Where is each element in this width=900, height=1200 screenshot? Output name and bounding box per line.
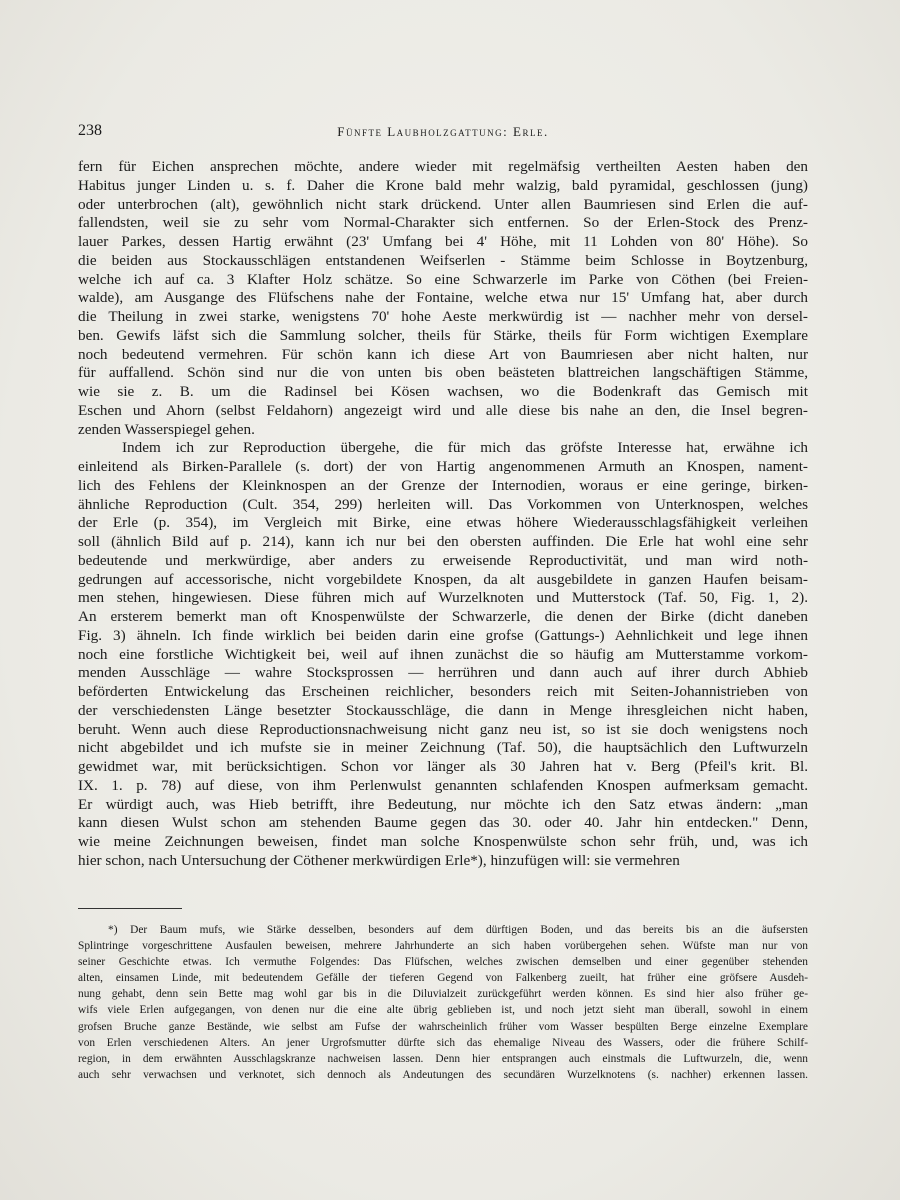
footnote-line: auch sehr verwachsen und verknotet, sich dennoch als Andeutungen des secundären Wurzelknotens (s. nachher) erkennen lassen.	[78, 1068, 808, 1081]
text-line: fallendsten, weil sie zu sehr vom Normal-Charakter sich entfernen. So der Erlen-Stock des Prenz-	[78, 214, 808, 232]
text-line: der Erle (p. 354), im Vergleich mit Birke, eine etwas höhere Wiederausschlagsfähigkeit verleihen	[78, 514, 808, 532]
footnote-line: nung gehabt, denn sein Bette mag wohl gar bis in die Diluvialzeit zurückgeführt werden können. Es sind hier also früher ge-	[78, 988, 808, 1001]
text-line: gewidmet war, mit berücksichtigen. Schon vor länger als 30 Jahren hat v. Berg (Pfeil's krit. Bl.	[78, 758, 808, 775]
text-line: der verschiedensten Länge besetzter Stockausschläge, die dann in Menge ihresgleichen nicht haben,	[78, 701, 808, 719]
text-line: kann diesen Wulst schon am stehenden Baume gegen das 30. oder 40. Jahr hin entdecken." Denn,	[78, 814, 808, 832]
text-line: An ersterem bemerkt man oft Knospenwülste der Schwarzerle, die denen der Birke (dicht daneben	[78, 608, 808, 625]
text-line: beruht. Wenn auch diese Reproductionsnachweisung nicht ganz neu ist, so ist sie doch wenigstens noch	[78, 720, 808, 738]
footnote-line: von Erlen verschiedenen Alters. An jener Urgrofsmutter dürfte sich das ehemalige Niveau des Wassers, oder die frühere Schilf-	[78, 1036, 808, 1049]
text-line: gedrungen auf accessorische, nicht vorgebildete Knospen, da alt ausgebildete in ganzen Haufen beisam-	[78, 570, 808, 588]
text-line: Indem ich zur Reproduction übergehe, die für mich das gröfste Interesse hat, erwähne ich	[122, 439, 808, 457]
page-header	[78, 122, 808, 144]
text-line: soll (ähnlich Bild auf p. 214), kann ich nur bei den obersten auffinden. Die Erle hat wohl eine sehr	[78, 533, 808, 550]
text-line: men stehen, hingewiesen. Diese führen mich auf Wurzelknoten und Mutterstock (Taf. 50, Fig. 1, 2).	[78, 589, 808, 607]
text-line: ähnliche Reproduction (Cult. 354, 299) herleiten will. Das Vorkommen von Unterknospen, welches	[78, 495, 808, 513]
text-line: einleitend als Birken-Parallele (s. dort) der von Hartig angenommenen Armuth an Knospen, nament-	[78, 458, 808, 475]
text-line: IX. 1. p. 78) auf diese, von ihm Perlenwulst genannten schlafenden Knospen aufmerksam gemacht.	[78, 776, 808, 794]
text-line: beförderten Entwickelung das Erscheinen reichlicher, besonders reich mit Seiten-Johannistrieben von	[78, 683, 808, 700]
text-line: Fig. 3) ähneln. Ich finde wirklich bei beiden darin eine grofse (Gattungs-) Aehnlichkeit und lege ihnen	[78, 626, 808, 644]
text-line: fern für Eichen ansprechen möchte, andere wieder mit regelmäfsig vertheilten Aesten haben den	[78, 158, 808, 175]
text-line: welche ich auf ca. 3 Klafter Holz schätze. So eine Schwarzerle im Parke von Cöthen (bei Freien-	[78, 270, 808, 288]
footnote-line: *) Der Baum mufs, wie Stärke desselben, besonders auf dem dürftigen Boden, und das bereits bis an die äufsersten	[108, 924, 808, 936]
footnote-line: alten, einsamen Linde, mit bedeutendem Gefälle der tieferen Gegend von Falkenberg zueilt, hat früher eine gröfsere Ausdeh-	[78, 972, 808, 985]
text-line: menden Ausschläge — wahre Stocksprossen — herrühren und dann auch auf ihrer durch Abhieb	[78, 664, 808, 682]
body-text	[78, 158, 808, 871]
footnote-line: Splintringe vorgeschrittene Ausfaulen beweisen, mehrere Jahrhunderte an sich haben vorübergehen sehen. Wüfste man nur von	[78, 940, 808, 953]
text-line: wie meine Zeichnungen beweisen, findet man solche Knospenwülste schon sehr früh, und, was ich	[78, 833, 808, 850]
text-line: die beiden aus Stockausschlägen entstandenen Weifserlen - Stämme beim Schlosse in Boytzenburg,	[78, 251, 808, 269]
text-line: noch eine forstliche Wichtigkeit bei, weil auf ihnen zunächst die so häufig am Mutterstamme vorkom-	[78, 645, 808, 663]
text-line: oder unterbrochen (alt), gewöhnlich nicht stark drückend. Unter allen Baumriesen sind Erlen die auf-	[78, 195, 808, 213]
text-line: lauer Parkes, dessen Hartig erwähnt (23' Umfang bei 4' Höhe, mit 11 Lohden von 80' Höhe). So	[78, 233, 808, 250]
text-line: Habitus junger Linden u. s. f. Daher die Krone bald mehr walzig, bald pyramidal, geschlossen (jung)	[78, 176, 808, 194]
footnote-divider	[78, 908, 182, 909]
text-line: die Theilung in zwei starke, wenigstens 70' hohe Aeste merkwürdig ist — nachher mehr von dersel-	[78, 308, 808, 325]
text-line: Er würdigt auch, was Hieb betrifft, ihre Bedeutung, nur möchte ich den Satz etwas ändern: „man	[78, 795, 808, 813]
text-line: wie sie z. B. um die Radinsel bei Kösen wachsen, wo die Bodenkraft das Gemisch mit	[78, 383, 808, 400]
text-line: Eschen und Ahorn (selbst Feldahorn) angezeigt wird und alle diese bis nahe an den, die Insel begren-	[78, 401, 808, 419]
running-head: Fünfte Laubholzgattung: Erle.	[337, 124, 549, 139]
text-line: für auffallend. Schön sind nur die von unten bis oben beästeten blattreichen langschäftigen Stämme,	[78, 364, 808, 382]
text-line: ben. Gewifs läfst sich die Sammlung solcher, theils für Stärke, theils für Form wichtigen Exemplare	[78, 326, 808, 344]
footnote-line: region, in dem erwähnten Ausschlagskranze nachweisen lassen. Denn hier entsprangen auch einstmals die Luftwurzeln, die, wenn	[78, 1052, 808, 1065]
text-line: hier schon, nach Untersuchung der Cöthener merkwürdigen Erle*), hinzufügen will: sie vermehren	[78, 851, 680, 869]
text-line: bedeutende und merkwürdige, aber anders zu erweisende Reproductivität, und man wird noth-	[78, 551, 808, 569]
footnote-line: wifs viele Erlen aufgegangen, von denen nur die eine alte übrig geblieben ist, und noch jetzt sieht man überall, sowohl in einem	[78, 1004, 808, 1017]
footnote-line: seiner Geschichte etwas. Ich vermuthe Folgendes: Das Flüfschen, welches zwischen demselben und einer gegenüber stehenden	[78, 956, 808, 969]
footnote-line: grofsen Bruche ganze Bestände, wie selbst am Fufse der wahrscheinlich früher vom Wasser bespülten Berge einzelne Exemplare	[78, 1020, 808, 1033]
page-number: 238	[78, 122, 102, 139]
text-line: nicht abgebildet und ich mufste sie in meiner Zeichnung (Taf. 50), die hauptsächlich den Luftwurzeln	[78, 739, 808, 757]
text-line: zenden Wasserspiegel gehen.	[78, 420, 255, 438]
text-line: walde), am Ausgange des Flüfschens nahe der Fontaine, welche etwa nur 15' Umfang hat, aber durch	[78, 289, 808, 307]
footnote	[78, 922, 808, 1083]
text-line: lich des Fehlens der Kleinknospen an der Grenze der Internodien, woraus er eine geringe, birken-	[78, 476, 808, 494]
text-line: noch bedeutend vermehren. Für schön kann ich diese Art von Baumriesen aber nicht halten, nur	[78, 345, 808, 363]
